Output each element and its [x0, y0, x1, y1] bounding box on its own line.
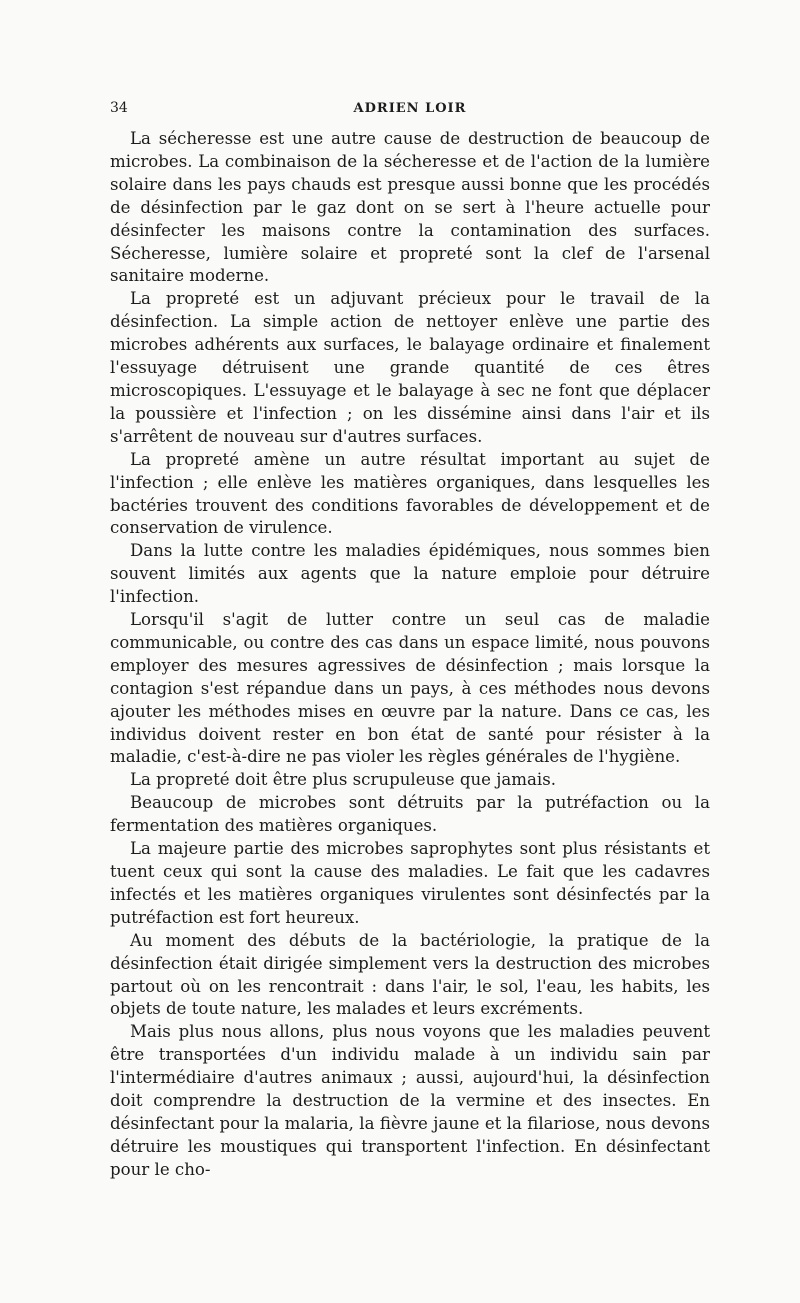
paragraph: Mais plus nous allons, plus nous voyons que les maladies peuvent être transportées d'un individu malade à un individu sain par l'intermédiaire d'autres animaux ; aussi, aujourd'hui, la désinfection doit comprendre la destruction de la vermine et des insectes. En désinfectant pour la malaria, la fièvre jaune et la filariose, nous devons détruire les moustiques qui transportent l'infection. En désinfectant pour le cho- — [110, 1022, 710, 1179]
body-text — [110, 128, 710, 1182]
page-header — [110, 100, 710, 126]
paragraph: La majeure partie des microbes saprophytes sont plus résistants et tuent ceux qui sont la cause des maladies. Le fait que les cadavres infectés et les matières organiques virulentes sont désinfectés par la putréfaction est fort heureux. — [110, 839, 710, 927]
paragraph: Lorsqu'il s'agit de lutter contre un seul cas de maladie communicable, ou contre des cas dans un espace limité, nous pouvons employer des mesures agressives de désinfection ; mais lorsque la contagion s'est répandue dans un pays, à ces méthodes nous devons ajouter les méthodes mises en œuvre par la nature. Dans ce cas, les individus doivent rester en bon état de santé pour résister à la maladie, c'est-à-dire ne pas violer les règles générales de l'hygiène. — [110, 610, 710, 767]
paragraph: La propreté est un adjuvant précieux pour le travail de la désinfection. La simple action de nettoyer enlève une partie des microbes adhérents aux surfaces, le balayage ordinaire et finalement l'essuyage détruisent une grande quantité de ces êtres microscopiques. L'essuyage et le balayage à sec ne font que déplacer la poussière et l'infection ; on les dissémine ainsi dans l'air et ils s'arrêtent de nouveau sur d'autres surfaces. — [110, 289, 710, 446]
paragraph: Beaucoup de microbes sont détruits par la putréfaction ou la fermentation des matières organiques. — [110, 793, 710, 836]
paragraph: Au moment des débuts de la bactériologie, la pratique de la désinfection était dirigée simplement vers la destruction des microbes partout où on les rencontrait : dans l'air, le sol, l'eau, les habits, les objets de toute nature, les malades et leurs excréments. — [110, 930, 710, 1019]
book-page — [110, 100, 710, 1182]
page-number: 34 — [110, 100, 128, 116]
paragraph: La propreté doit être plus scrupuleuse que jamais. — [130, 770, 556, 790]
paragraph: La sécheresse est une autre cause de destruction de beaucoup de microbes. La combinaison de la sécheresse et de l'action de la lumière solaire dans les pays chauds est presque aussi bonne que les procédés de désinfection par le gaz dont on se sert à l'heure actuelle pour désinfecter les maisons contre la contamination des surfaces. Sécheresse, lumière solaire et propreté sont la clef de l'arsenal sanitaire moderne. — [110, 129, 710, 286]
paragraph: La propreté amène un autre résultat important au sujet de l'infection ; elle enlève les matières organiques, dans lesquelles les bactéries trouvent des conditions favorables de développement et de conservation de virulence. — [110, 449, 710, 538]
paragraph: Dans la lutte contre les maladies épidémiques, nous sommes bien souvent limités aux agents que la nature emploie pour détruire l'infection. — [110, 541, 710, 607]
running-head: ADRIEN LOIR — [353, 101, 467, 116]
